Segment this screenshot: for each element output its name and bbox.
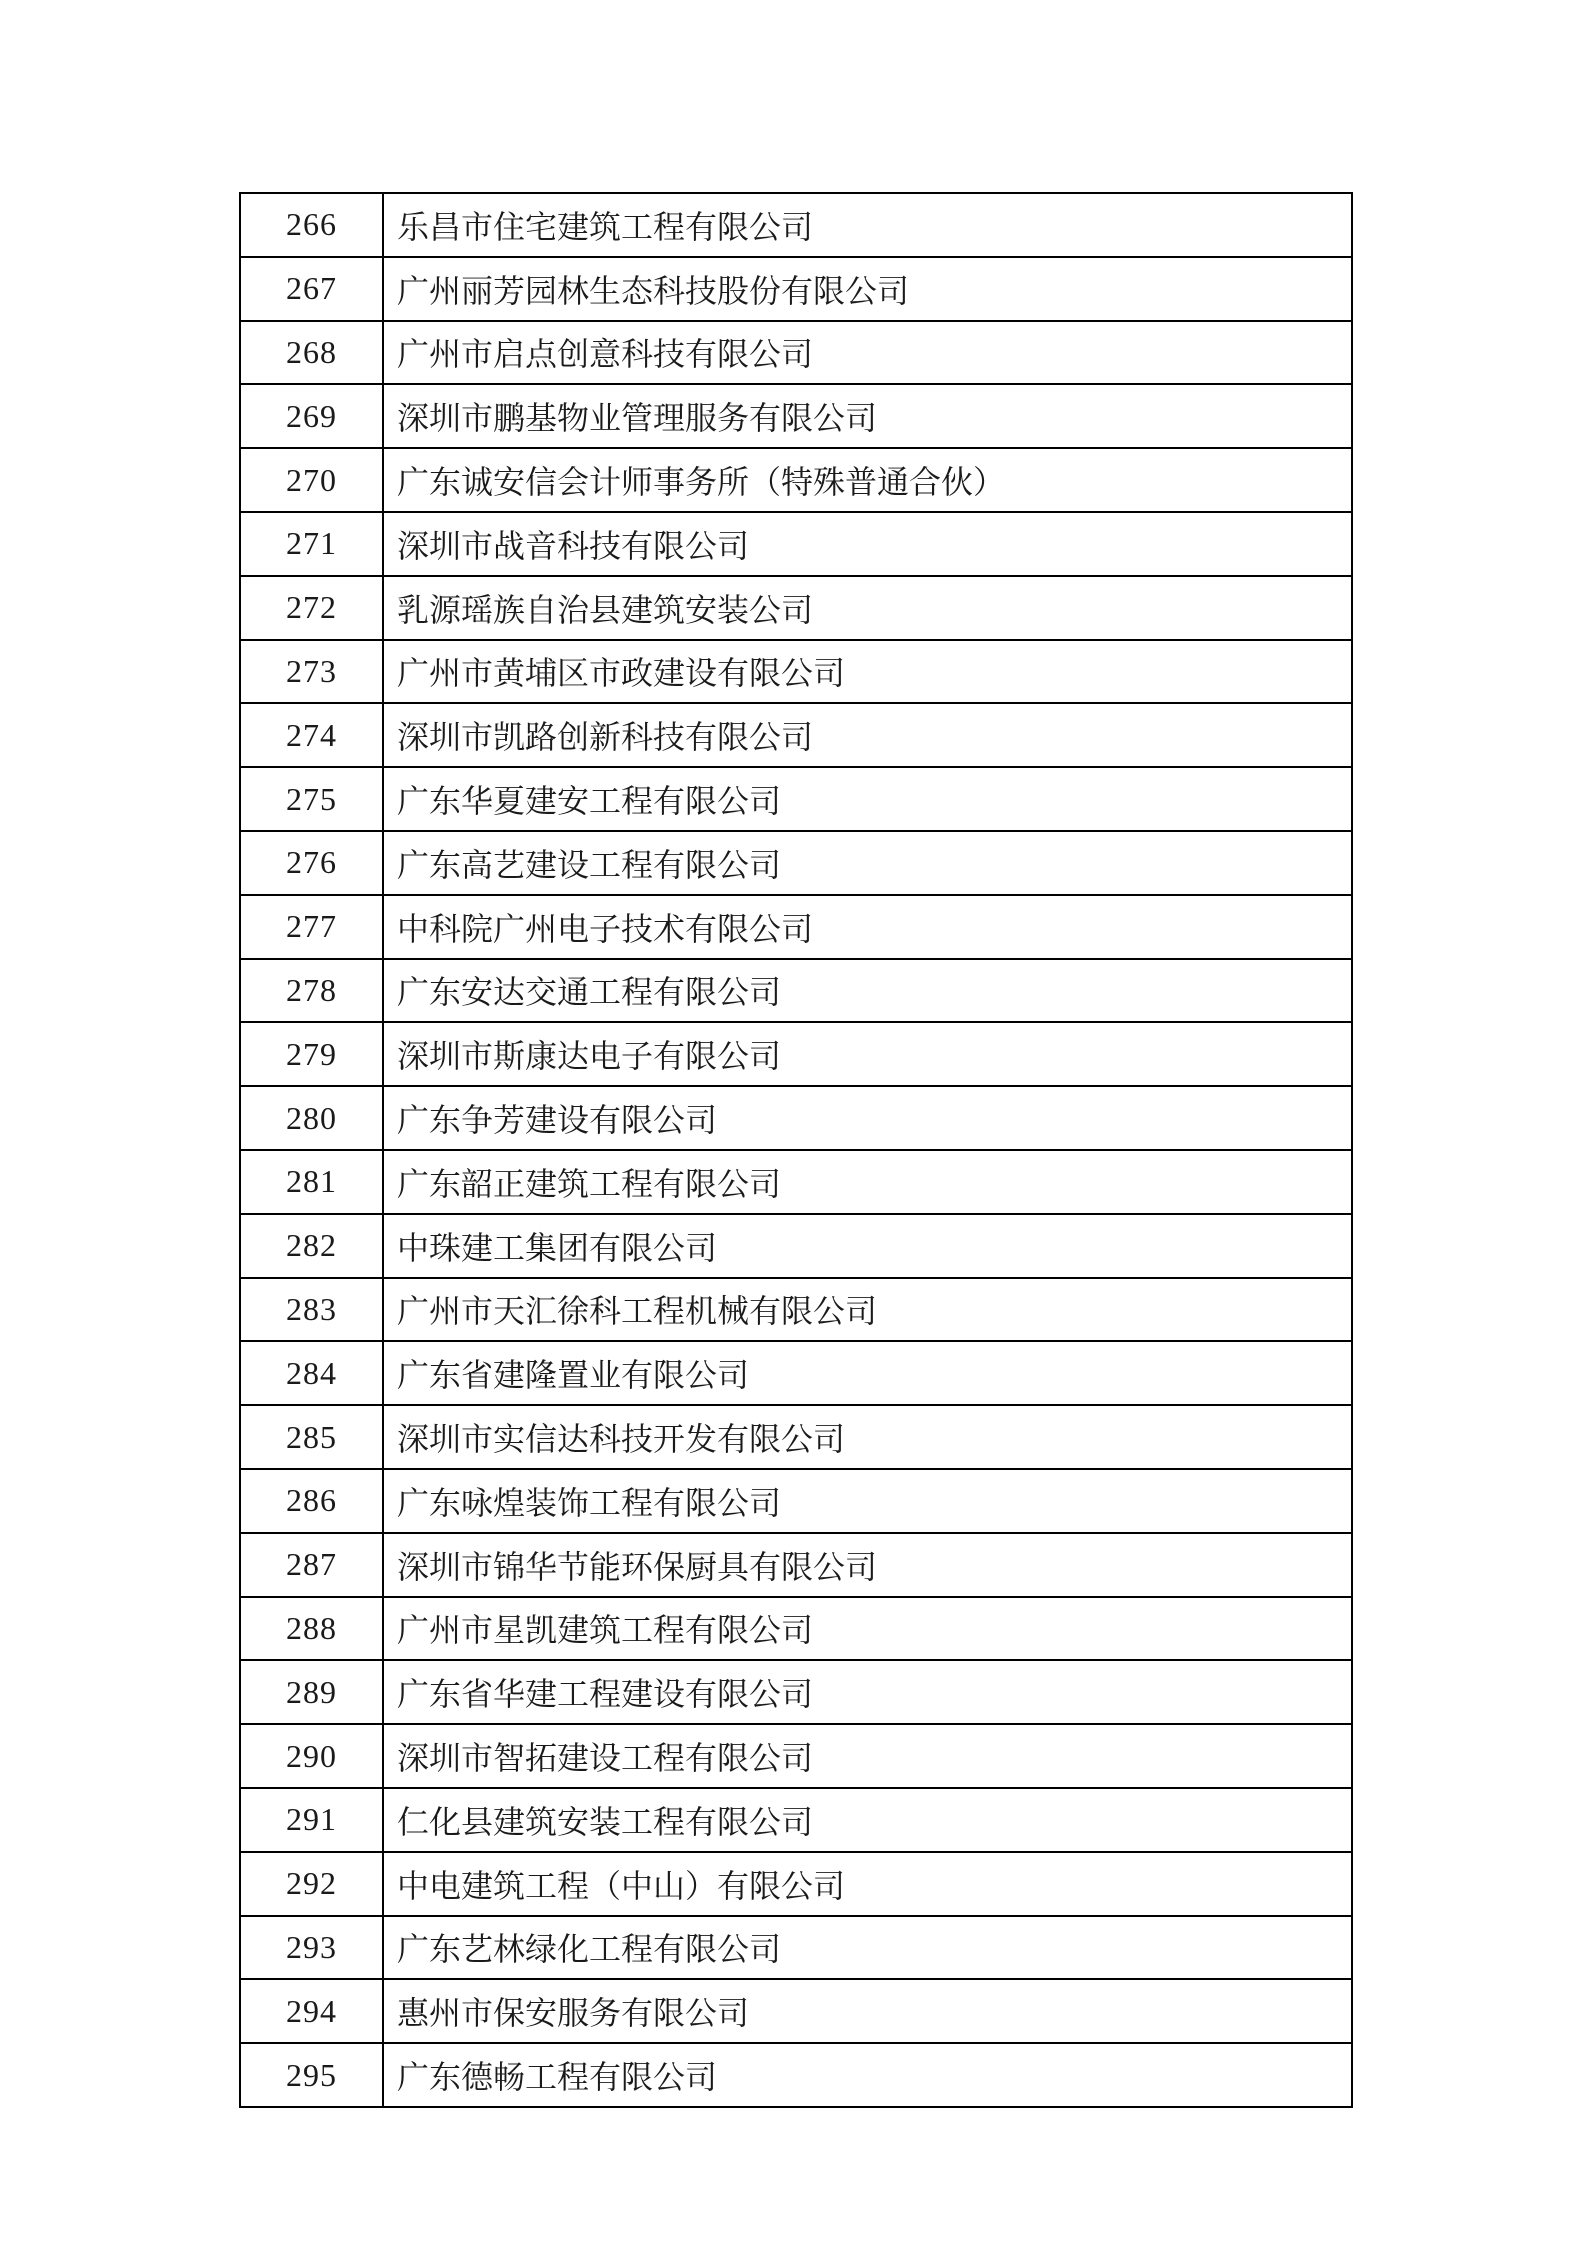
company-name: 广东省建隆置业有限公司 (383, 1341, 1352, 1405)
row-number: 276 (240, 831, 383, 895)
table-row (240, 2043, 1352, 2107)
row-number: 281 (240, 1150, 383, 1214)
table-row (240, 1086, 1352, 1150)
company-name: 广东韶正建筑工程有限公司 (383, 1150, 1352, 1214)
row-number: 290 (240, 1724, 383, 1788)
row-number: 269 (240, 384, 383, 448)
table-row (240, 1405, 1352, 1469)
company-name: 乐昌市住宅建筑工程有限公司 (383, 193, 1352, 257)
table-row (240, 703, 1352, 767)
table-row (240, 257, 1352, 321)
table-row (240, 193, 1352, 257)
company-name: 广州市启点创意科技有限公司 (383, 321, 1352, 385)
row-number: 267 (240, 257, 383, 321)
row-number: 294 (240, 1979, 383, 2043)
row-number: 278 (240, 959, 383, 1023)
row-number: 291 (240, 1788, 383, 1852)
table-row (240, 1724, 1352, 1788)
row-number: 295 (240, 2043, 383, 2107)
company-table (239, 192, 1353, 2108)
table-row (240, 1660, 1352, 1724)
company-name: 中科院广州电子技术有限公司 (383, 895, 1352, 959)
company-name: 中珠建工集团有限公司 (383, 1214, 1352, 1278)
company-name: 深圳市战音科技有限公司 (383, 512, 1352, 576)
row-number: 268 (240, 321, 383, 385)
company-name: 广州市天汇徐科工程机械有限公司 (383, 1278, 1352, 1342)
row-number: 289 (240, 1660, 383, 1724)
company-name: 乳源瑶族自治县建筑安装公司 (383, 576, 1352, 640)
row-number: 270 (240, 448, 383, 512)
table-row (240, 448, 1352, 512)
row-number: 288 (240, 1597, 383, 1661)
table-row (240, 1533, 1352, 1597)
row-number: 287 (240, 1533, 383, 1597)
company-name: 广东争芳建设有限公司 (383, 1086, 1352, 1150)
company-name: 深圳市实信达科技开发有限公司 (383, 1405, 1352, 1469)
row-number: 266 (240, 193, 383, 257)
company-name: 广东华夏建安工程有限公司 (383, 767, 1352, 831)
table-row (240, 384, 1352, 448)
row-number: 280 (240, 1086, 383, 1150)
table-row (240, 321, 1352, 385)
row-number: 273 (240, 640, 383, 704)
company-name: 广东安达交通工程有限公司 (383, 959, 1352, 1023)
row-number: 285 (240, 1405, 383, 1469)
company-name: 广州市星凯建筑工程有限公司 (383, 1597, 1352, 1661)
row-number: 272 (240, 576, 383, 640)
company-name: 广东高艺建设工程有限公司 (383, 831, 1352, 895)
company-name: 广东诚安信会计师事务所（特殊普通合伙） (383, 448, 1352, 512)
table-row (240, 1597, 1352, 1661)
table-row (240, 959, 1352, 1023)
company-name: 广东艺林绿化工程有限公司 (383, 1916, 1352, 1980)
table-row (240, 1341, 1352, 1405)
company-table-body (240, 193, 1352, 2107)
table-row (240, 1022, 1352, 1086)
company-name: 广州市黄埔区市政建设有限公司 (383, 640, 1352, 704)
company-name: 广东省华建工程建设有限公司 (383, 1660, 1352, 1724)
table-row (240, 1979, 1352, 2043)
row-number: 279 (240, 1022, 383, 1086)
row-number: 271 (240, 512, 383, 576)
company-name: 广东咏煌装饰工程有限公司 (383, 1469, 1352, 1533)
table-row (240, 895, 1352, 959)
table-row (240, 640, 1352, 704)
table-row (240, 1469, 1352, 1533)
company-name: 中电建筑工程（中山）有限公司 (383, 1852, 1352, 1916)
row-number: 283 (240, 1278, 383, 1342)
company-name: 仁化县建筑安装工程有限公司 (383, 1788, 1352, 1852)
table-row (240, 1278, 1352, 1342)
table-row (240, 576, 1352, 640)
row-number: 292 (240, 1852, 383, 1916)
row-number: 284 (240, 1341, 383, 1405)
company-name: 广州丽芳园林生态科技股份有限公司 (383, 257, 1352, 321)
table-row (240, 1214, 1352, 1278)
company-name: 深圳市斯康达电子有限公司 (383, 1022, 1352, 1086)
table-row (240, 512, 1352, 576)
company-name: 惠州市保安服务有限公司 (383, 1979, 1352, 2043)
table-row (240, 1788, 1352, 1852)
company-name: 深圳市智拓建设工程有限公司 (383, 1724, 1352, 1788)
row-number: 286 (240, 1469, 383, 1533)
company-name: 深圳市鹏基物业管理服务有限公司 (383, 384, 1352, 448)
table-row (240, 1916, 1352, 1980)
row-number: 277 (240, 895, 383, 959)
company-name: 深圳市凯路创新科技有限公司 (383, 703, 1352, 767)
table-row (240, 831, 1352, 895)
company-name: 深圳市锦华节能环保厨具有限公司 (383, 1533, 1352, 1597)
row-number: 275 (240, 767, 383, 831)
row-number: 274 (240, 703, 383, 767)
row-number: 282 (240, 1214, 383, 1278)
table-row (240, 1852, 1352, 1916)
table-row (240, 1150, 1352, 1214)
company-name: 广东德畅工程有限公司 (383, 2043, 1352, 2107)
table-row (240, 767, 1352, 831)
row-number: 293 (240, 1916, 383, 1980)
